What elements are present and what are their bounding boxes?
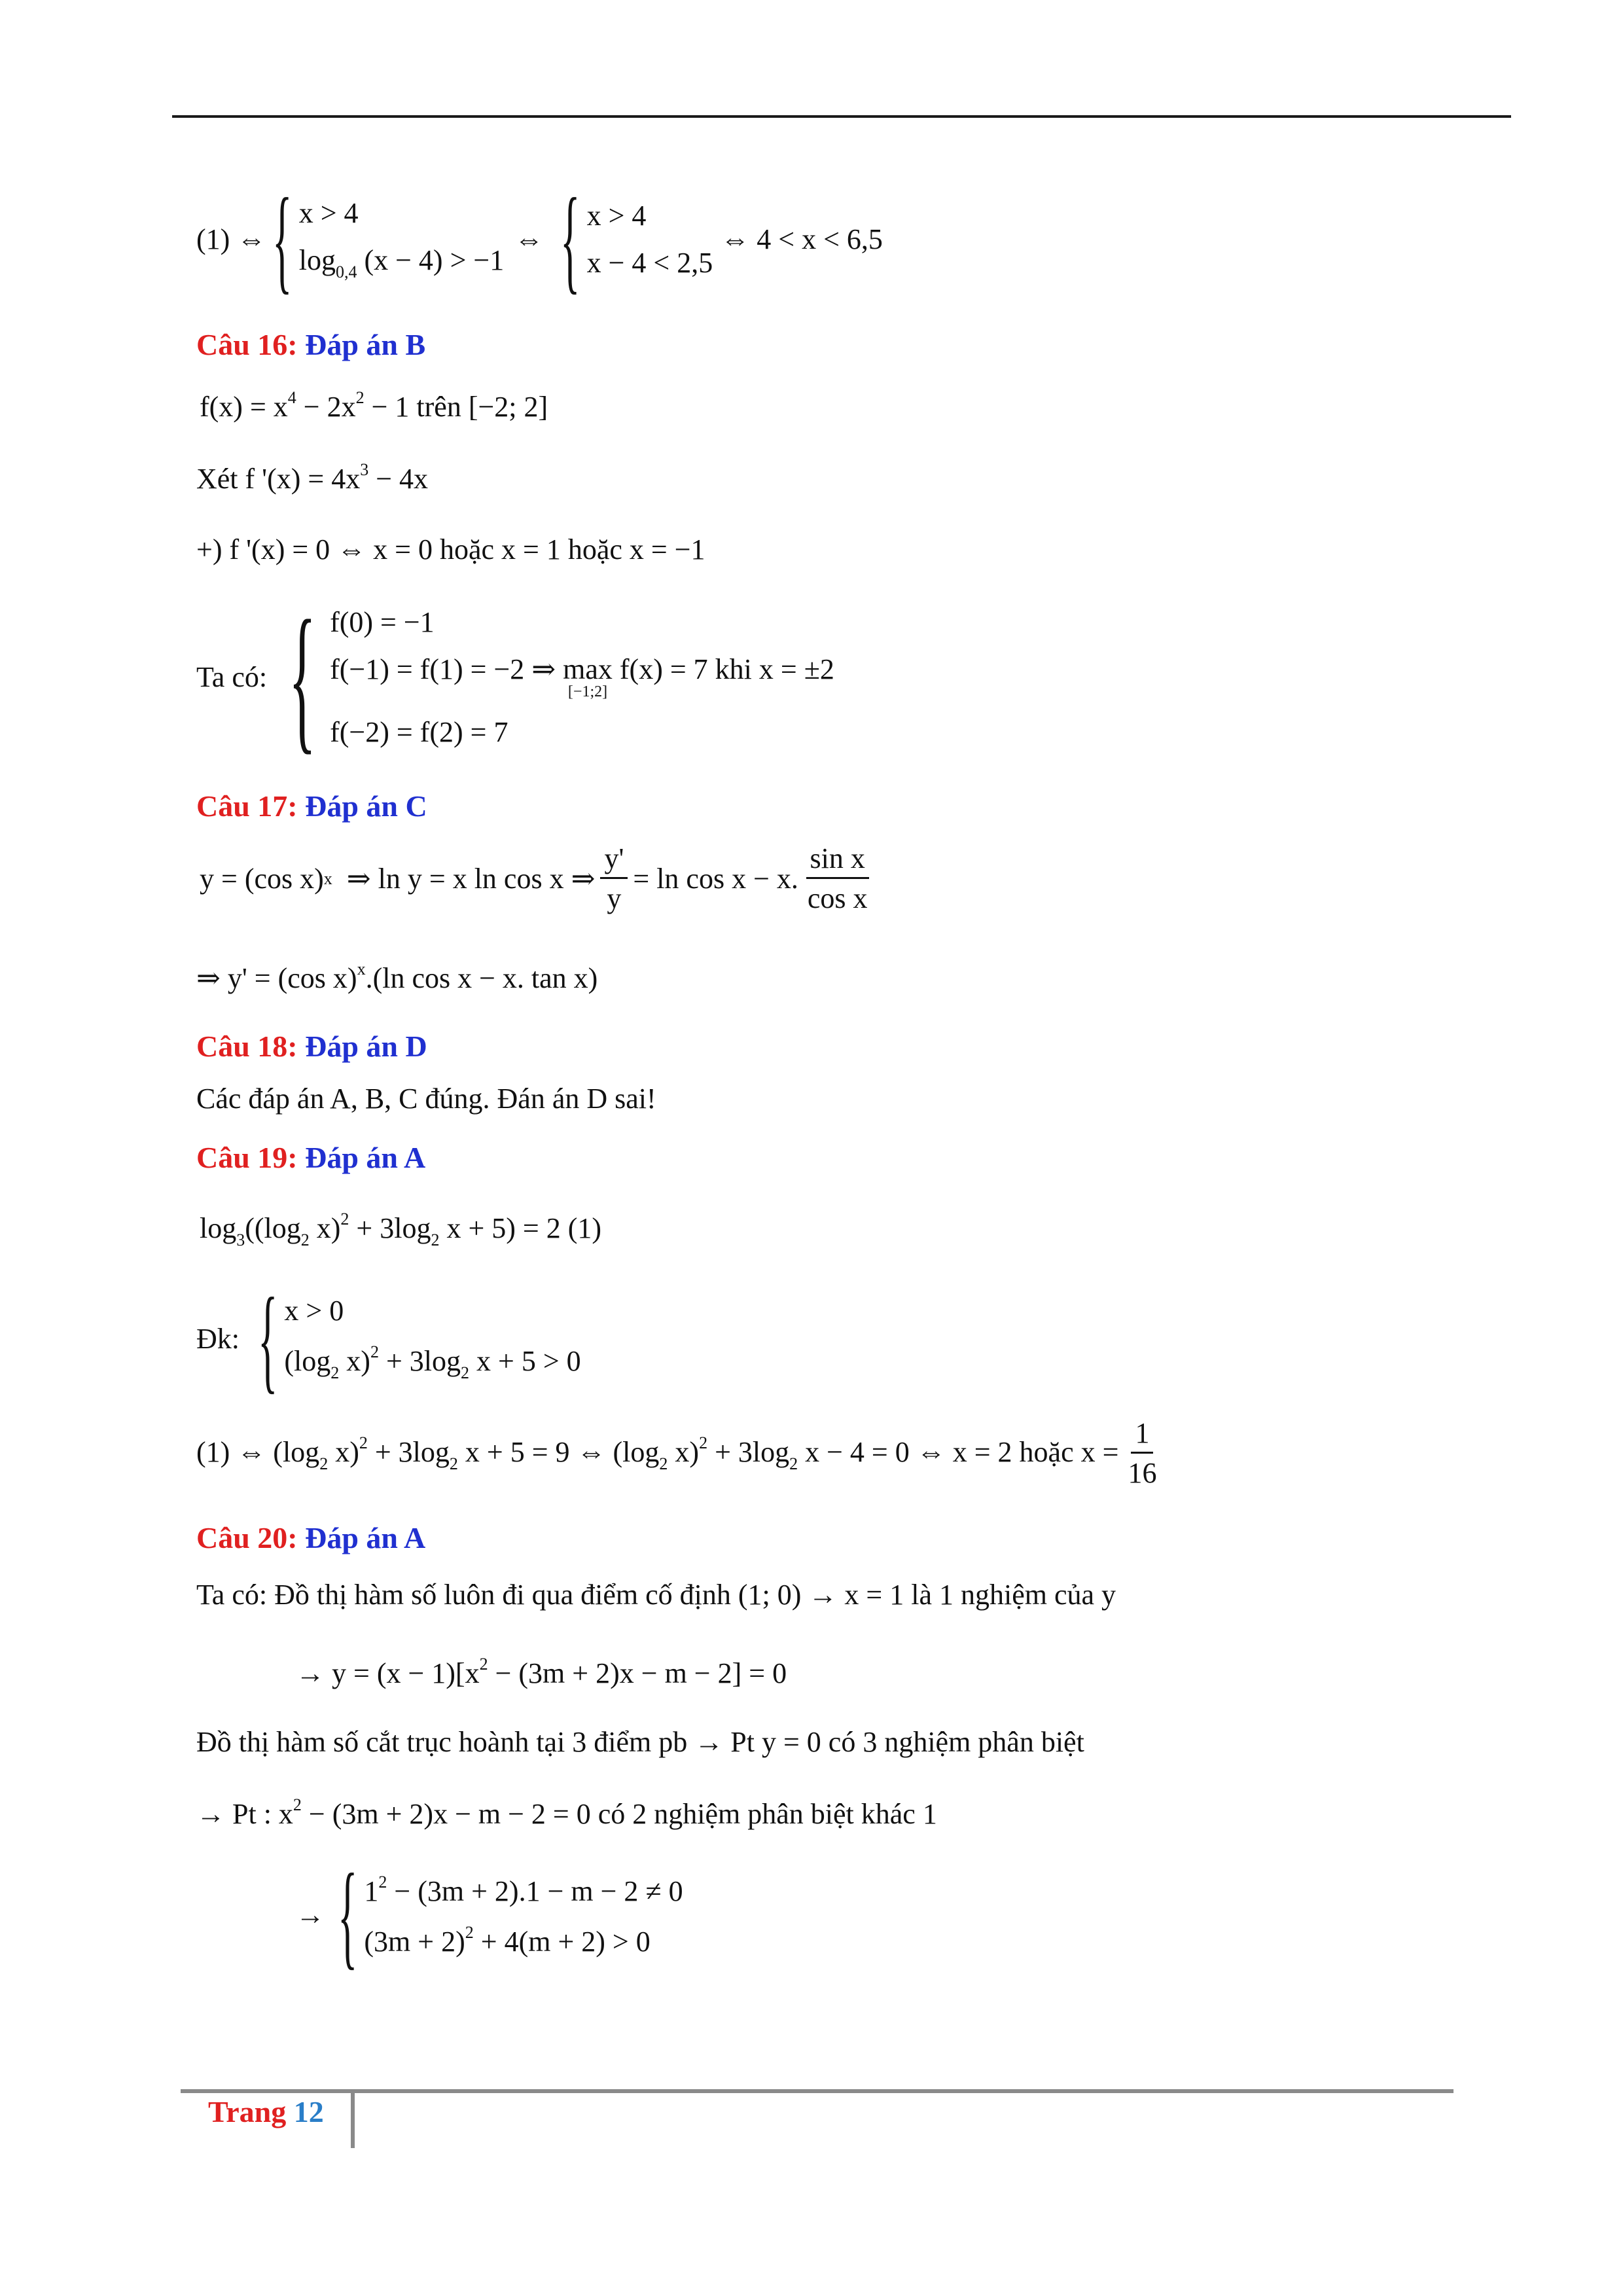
fraction: $\frac{y'}{y}$: [600, 844, 628, 913]
q19-condition: [196, 1274, 581, 1404]
q17-line-2: ⇒ y' = (cos x)$^x$.(ln cos x − x. tan x): [196, 960, 598, 994]
equation-line-1: [196, 174, 883, 304]
footer-divider: [351, 2089, 355, 2148]
q19-equation: $\log_3((\log_2$ $x)^2 + 3\log_2$ x + 5) = 2 (1): [200, 1210, 602, 1249]
q20-line-3: Đồ thị hàm số cắt trục hoành tại 3 điểm pb → Pt y = 0 có 3 nghiệm phân biệt: [196, 1726, 1084, 1758]
sys-row: $\log_{0,4} (x - 4) > -1$: [298, 243, 505, 281]
label-dk: Đk:: [196, 1323, 240, 1355]
system-values: [330, 599, 834, 756]
q16-roots: +) f '(x) = 0 ⇔ x = 0 hoặc x = 1 hoặc x = −1: [196, 533, 705, 565]
sys-row: $(3m + 2)^2 + 4(m + 2) > 0$: [364, 1923, 651, 1958]
q20-system: [296, 1850, 683, 1980]
sys-row: f(−1) = f(1) = −2 ⇒ max [−1;2] f(x) = 7 khi x = ±2: [330, 653, 834, 700]
fraction: $\frac{\text{sin x}}{\text{cos x}}$: [804, 844, 872, 913]
equiv-symbol: ⇔: [514, 223, 544, 255]
fraction: $\frac{1}{16}$: [1128, 1417, 1157, 1489]
header-rule: [172, 115, 1511, 118]
sys-row: f(−2) = f(2) = 7: [330, 716, 508, 748]
q18-text: Các đáp án A, B, C đúng. Đán án D sai!: [196, 1083, 656, 1115]
brace: {: [272, 174, 293, 304]
arrow: →: [296, 1899, 325, 1931]
brace: {: [338, 1850, 358, 1980]
sys-row: $1^2 - (3m + 2).1 - m - 2 \ne 0$: [364, 1873, 683, 1907]
q20-line-4: → Pt : $x^2 - (3m + 2)x - m - 2 = 0$ có 2 nghiệm phân biệt khác 1: [196, 1795, 937, 1830]
system-condition: [284, 1287, 580, 1391]
question-18-heading: Câu 18: Đáp án D: [196, 1030, 427, 1063]
page-number: Trang 12: [208, 2095, 324, 2128]
q17-line-1: y = (cos x) x ⇒ ln y = x ln cos x ⇒ $\frac{y'}{y}$ = ln cos x − x. $\frac{\text{sin x}}{\text{cos x}}$: [200, 844, 877, 913]
label-ta-co: Ta có:: [196, 661, 268, 693]
system-final: [364, 1865, 683, 1965]
system-1: [299, 190, 504, 290]
sys-row: f(0) = −1: [330, 606, 435, 638]
sys-row: x > 0: [284, 1295, 344, 1327]
q20-line-1: Ta có: Đồ thị hàm số luôn đi qua điểm cố định (1; 0) → x = 1 là 1 nghiệm của y: [196, 1579, 1116, 1611]
question-16-heading: Câu 16: Đáp án B: [196, 328, 426, 361]
footer-rule: [181, 2089, 1454, 2093]
question-17-heading: Câu 17: Đáp án C: [196, 789, 427, 823]
brace: {: [560, 174, 580, 304]
brace: {: [289, 586, 317, 768]
q16-values: [196, 586, 834, 768]
question-19-heading: Câu 19: Đáp án A: [196, 1141, 426, 1174]
q16-derivative: Xét f '$(x) = 4x^3 - 4x$: [196, 460, 429, 495]
eq-result: ⇔ 4 < x < 6,5: [721, 223, 883, 255]
sys-row: x > 4: [298, 196, 359, 229]
q19-solution: (1) ⇔ ($\log_2$ $x)^2 + 3\log_2$ x + 5 = 9 ⇔ ($\log_2$ $x)^2 + 3\log_2$ x − 4 = 0 ⇔ x = 2 hoặc x = $\frac{1}{16}$: [196, 1419, 1166, 1488]
q16-function: $f(x) = x^4 - 2x^2 - 1$ trên [−2; 2]: [200, 388, 548, 423]
q20-line-2: → $y = (x - 1)[x^2 - (3m + 2)x - m - 2] = 0$: [296, 1655, 787, 1689]
system-2: [587, 192, 713, 287]
eq-lhs: (1) ⇔: [196, 223, 266, 255]
sys-row: ($\log_2$ $x)^2 + 3\log_2$ x + 5 > 0: [284, 1342, 581, 1382]
sys-row: x > 4: [586, 200, 647, 232]
question-20-heading: Câu 20: Đáp án A: [196, 1521, 426, 1554]
sys-row: x − 4 < 2,5: [586, 247, 713, 279]
brace: {: [258, 1274, 278, 1404]
